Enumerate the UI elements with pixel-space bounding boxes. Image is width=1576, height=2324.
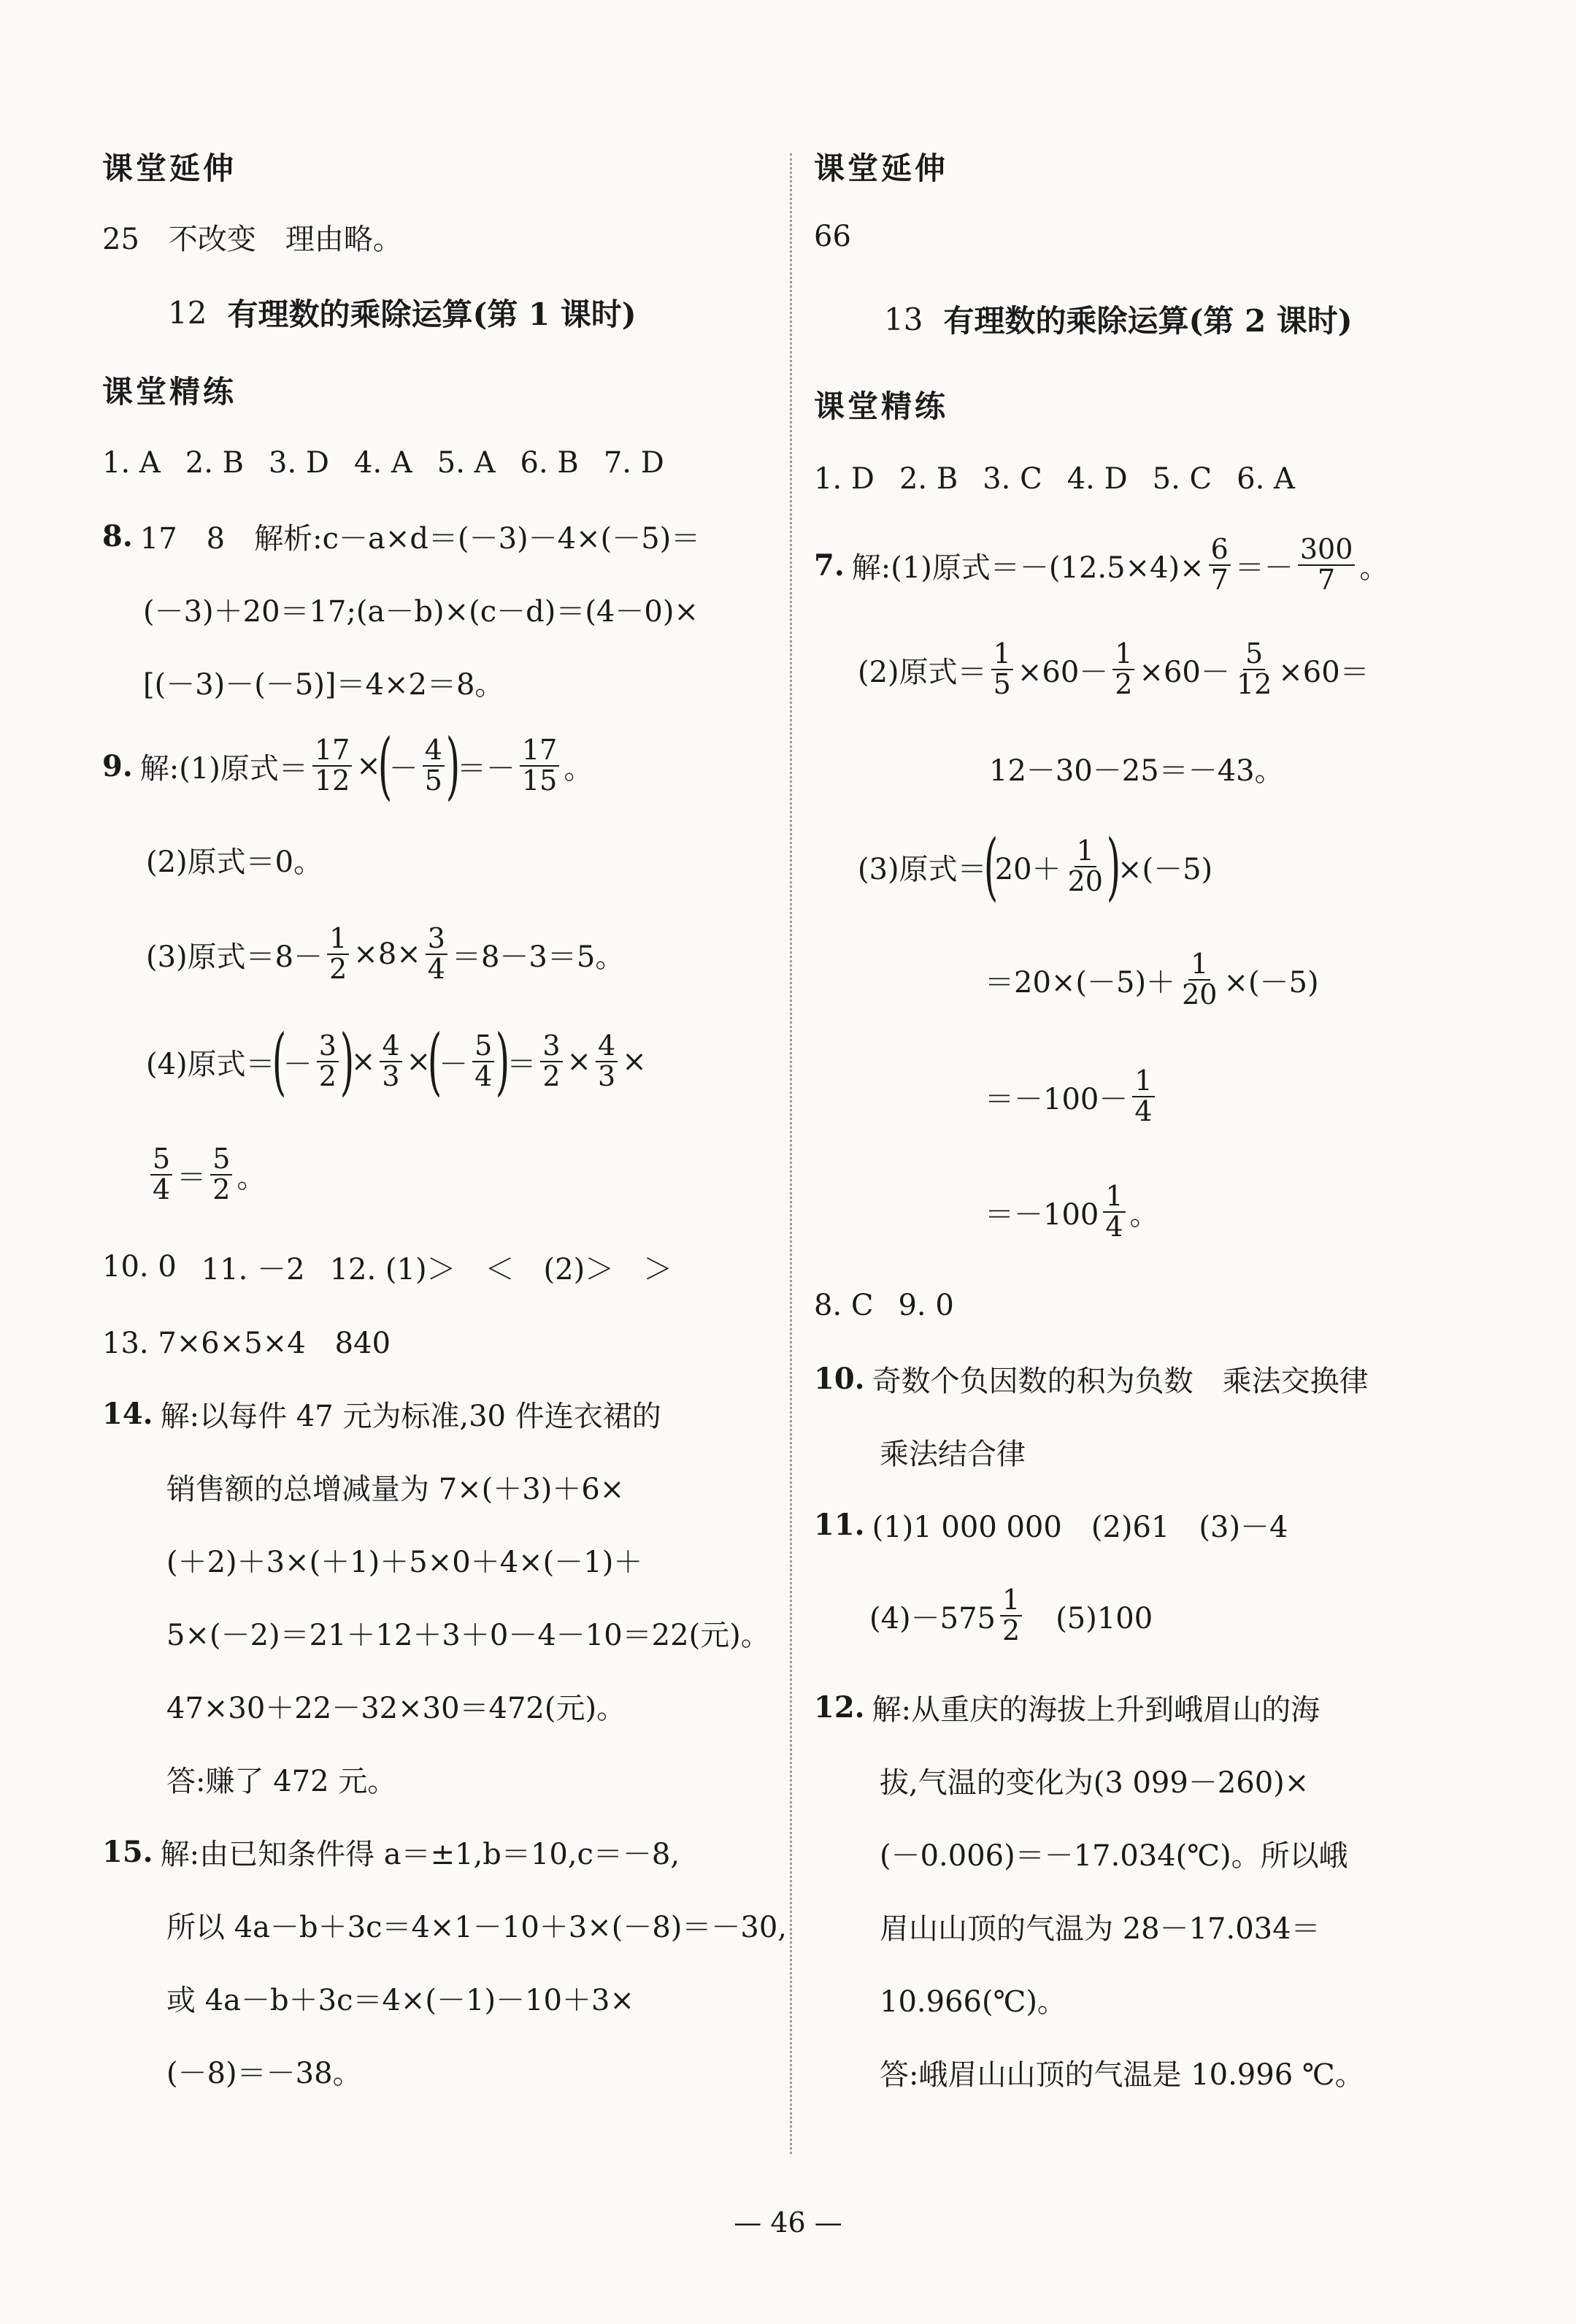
fraction [150, 1145, 172, 1205]
answer-item: 9. 0 [898, 1289, 954, 1322]
numerator: 5 [1243, 640, 1265, 670]
denominator: 12 [1236, 668, 1272, 700]
numerator: 1 [1188, 950, 1210, 981]
q13-answer: 13. 7×6×5×4 840 [102, 1326, 391, 1360]
denominator: 15 [522, 764, 558, 797]
q7-part2 [814, 615, 1493, 724]
expr-text: ×(－5) [1117, 852, 1213, 886]
numerator: 17 [312, 736, 352, 767]
q8-line2: (－3)＋20＝17;(a－b)×(c－d)＝(4－0)× [143, 594, 699, 629]
numerator: 1 [327, 924, 349, 955]
expr-text: ＝ [507, 1047, 537, 1081]
denominator: 4 [1134, 1095, 1153, 1127]
denominator: 4 [153, 1173, 171, 1205]
denominator: 4 [427, 953, 445, 985]
q8-line3: [(－3)－(－5)]＝4×2＝8。 [143, 667, 504, 702]
fraction [317, 1029, 339, 1092]
denominator: 12 [314, 764, 350, 797]
answer-item: 11. －2 [201, 1252, 305, 1286]
denominator: 5 [424, 764, 442, 797]
fraction [1132, 1067, 1154, 1127]
numerator: 5 [210, 1145, 232, 1176]
expr-text: × [350, 1045, 376, 1078]
denominator: 2 [318, 1060, 337, 1092]
expr-text: (5)100 [1026, 1601, 1153, 1635]
q7-part2-cont: 12－30－25＝－43。 [989, 753, 1284, 788]
answer-item: 1. D [814, 462, 875, 496]
q10-line2: 乘法结合律 [880, 1437, 1026, 1471]
q10-12-answers [102, 1230, 763, 1304]
q9-part3 [102, 905, 763, 1003]
answer-item: 6. A [1237, 462, 1295, 496]
fraction [991, 637, 1013, 700]
q7-part3 [814, 812, 1493, 921]
question-number: 10. [814, 1361, 865, 1396]
fraction [520, 736, 559, 796]
q7-part1 [814, 515, 1493, 615]
fraction [472, 1029, 494, 1092]
answer-item: 12. (1)＞ ＜ (2)＞ ＞ [329, 1252, 673, 1286]
expr-text: (4)－575 [869, 1601, 996, 1635]
q11-line1 [814, 1488, 1493, 1561]
fraction [423, 736, 445, 796]
numerator: 5 [472, 1032, 494, 1062]
numerator: 300 [1298, 535, 1356, 566]
fraction [312, 736, 352, 796]
expr-text: (2)原式＝ [858, 655, 987, 689]
paren: ) [1106, 824, 1121, 909]
expr-text: × [622, 1045, 647, 1078]
paren: ) [339, 1019, 355, 1104]
expr-text: － [282, 1047, 312, 1081]
expr-text: ＝8－3＝5。 [451, 940, 625, 974]
expr-text: ×60－ [1139, 655, 1230, 689]
expr-text: 。 [564, 751, 593, 786]
q15-line3: 或 4a－b＋3c＝4×(－1)－10＋3× [166, 1983, 634, 2017]
answer-item: 3. D [269, 446, 329, 480]
expr-text: 20＋ [994, 852, 1061, 886]
denominator: 7 [1318, 564, 1336, 596]
fraction [1180, 950, 1219, 1010]
q11-line2 [814, 1561, 1493, 1671]
denominator: 2 [1002, 1614, 1020, 1646]
q15-line2: 所以 4a－b＋3c＝4×1－10＋3×(－8)＝－30, [166, 1910, 788, 1944]
numerator: 1 [1075, 837, 1096, 867]
fraction [596, 1029, 618, 1092]
q9-part2: (2)原式＝0。 [146, 845, 323, 879]
expr-text: 。 [1129, 1197, 1159, 1232]
q9-part4-cont [102, 1120, 763, 1230]
mc-answers [814, 442, 1493, 515]
expr-text: ×60－ [1017, 655, 1109, 689]
lesson-title-text: 有理数的乘除运算(第 2 课时) [943, 303, 1353, 339]
expr-text: (3)原式＝8－ [146, 940, 323, 974]
answer-item: 5. A [437, 446, 496, 480]
answer-item: 5. C [1152, 462, 1212, 496]
question-number: 7. [814, 548, 845, 583]
question-number: 9. [102, 748, 133, 783]
fraction [1298, 535, 1356, 595]
mc-answers [102, 426, 763, 499]
answer-item: 7. D [603, 446, 664, 480]
fraction [1066, 837, 1105, 897]
lesson-number: 12 [168, 294, 207, 331]
expr-text: 解:(1)原式＝－(12.5×4)× [851, 551, 1204, 585]
lesson-title-text: 有理数的乘除运算(第 1 课时) [227, 296, 637, 332]
q11-text: (1)1 000 000 (2)61 (3)－4 [872, 1510, 1288, 1544]
question-number: 14. [102, 1396, 153, 1431]
page-number: — 46 — [734, 2206, 842, 2239]
expr-text: × [406, 1045, 431, 1078]
fraction [540, 1029, 562, 1092]
q7-part3-step3 [814, 1038, 1493, 1155]
expr-text: ＝－100 [985, 1197, 1099, 1232]
fraction [1112, 637, 1134, 700]
expr-text: ＝－100－ [985, 1082, 1129, 1116]
denominator: 20 [1182, 978, 1218, 1010]
q14-line4: 5×(－2)＝21＋12＋3＋0－4－10＝22(元)。 [166, 1618, 770, 1652]
fraction [380, 1029, 401, 1092]
column-divider [790, 153, 792, 2154]
q12-line2: 拔,气温的变化为(3 099－260)× [880, 1765, 1310, 1800]
q14-line6: 答:赚了 472 元。 [166, 1764, 397, 1798]
question-number: 11. [814, 1507, 865, 1542]
expr-text: 解:(1)原式＝ [139, 751, 308, 786]
expr-text: － [388, 751, 418, 786]
q12-line6: 答:峨眉山山顶的气温是 10.996 ℃。 [880, 2058, 1364, 2092]
q14-text: 解:以每件 47 元为标准,30 件连衣裙的 [160, 1399, 661, 1433]
denominator: 2 [329, 953, 347, 985]
answer-item: 10. 0 [102, 1250, 177, 1284]
left-column [102, 131, 788, 2107]
numerator: 1 [1000, 1586, 1022, 1617]
expr-text: ＝－ [1234, 551, 1294, 585]
expr-text: ×60＝ [1278, 655, 1369, 689]
q15-line4: (－8)＝－38。 [166, 2056, 362, 2090]
denominator: 3 [598, 1060, 616, 1092]
expr-text: ×8× [353, 937, 421, 971]
expr-text: 。 [237, 1160, 266, 1194]
fraction [426, 924, 447, 984]
answer-item: 4. A [354, 446, 412, 480]
q12-line3: (－0.006)＝－17.034(℃)。所以峨 [880, 1838, 1348, 1873]
section-heading-extension: 课堂延伸 [814, 150, 949, 186]
numerator: 1 [1132, 1067, 1154, 1097]
answer-item: 8. C [814, 1289, 874, 1322]
q12-line5: 10.966(℃)。 [880, 1984, 1066, 2019]
numerator: 5 [150, 1145, 172, 1176]
lesson-title [102, 272, 763, 353]
numerator: 1 [991, 640, 1013, 670]
denominator: 7 [1210, 564, 1229, 596]
denominator: 2 [1115, 668, 1133, 700]
q14-line2: 销售额的总增减量为 7×(＋3)＋6× [166, 1472, 625, 1506]
expr-text: ＝20×(－5)＋ [985, 965, 1176, 1000]
answer-item: 2. B [185, 446, 245, 480]
question-number: 12. [814, 1690, 865, 1725]
q8-line1 [102, 499, 763, 572]
paren: ( [272, 1019, 286, 1104]
section-heading-extension: 课堂延伸 [102, 150, 237, 186]
denominator: 2 [212, 1173, 231, 1205]
q15-line1 [102, 1815, 763, 1888]
fraction [1209, 535, 1231, 595]
answer-item: 6. B [520, 446, 579, 480]
paren: ) [445, 723, 461, 808]
numerator: 4 [423, 736, 445, 767]
q7-part3-step2 [814, 921, 1493, 1038]
section-heading-practice: 课堂精练 [814, 388, 949, 424]
answer-item: 3. C [983, 462, 1042, 496]
q7-part3-step4 [814, 1155, 1493, 1269]
paren: ) [496, 1019, 510, 1104]
lesson-title [814, 272, 1493, 367]
expr-text: (3)原式＝ [858, 852, 987, 886]
fraction [1000, 1586, 1022, 1646]
fraction [1234, 637, 1274, 700]
paren: ( [427, 1019, 442, 1104]
expr-text: × [566, 1045, 592, 1078]
numerator: 3 [426, 924, 447, 955]
numerator: 3 [540, 1032, 562, 1062]
q12-line4: 眉山山顶的气温为 28－17.034＝ [880, 1911, 1321, 1946]
q9-part1 [102, 718, 763, 813]
numerator: 4 [596, 1032, 618, 1062]
numerator: 4 [380, 1032, 401, 1062]
expr-text: (4)原式＝ [146, 1047, 275, 1081]
section-heading-practice: 课堂精练 [102, 374, 237, 410]
expr-text: × [356, 749, 381, 783]
fraction [1103, 1182, 1125, 1242]
paren: ( [377, 723, 393, 808]
q12-line1 [814, 1671, 1493, 1744]
fraction [210, 1145, 232, 1205]
extension-answer: 25 不改变 理由略。 [102, 222, 402, 256]
extension-answer: 66 [814, 220, 851, 253]
q14-line3: (＋2)＋3×(＋1)＋5×0＋4×(－1)＋ [166, 1545, 643, 1579]
q9-part4 [102, 1003, 763, 1120]
denominator: 20 [1067, 865, 1103, 897]
lesson-number: 13 [884, 301, 923, 337]
answer-item: 2. B [899, 462, 958, 496]
fraction [327, 924, 349, 984]
right-column [814, 131, 1493, 2109]
denominator: 5 [993, 668, 1011, 700]
denominator: 3 [382, 1060, 400, 1092]
expr-text: ＝－ [457, 751, 515, 786]
denominator: 4 [1105, 1211, 1123, 1243]
expr-text: － [439, 1047, 469, 1081]
q8-text: 17 8 解析:c－a×d＝(－3)－4×(－5)＝ [139, 521, 701, 556]
denominator: 4 [474, 1060, 493, 1092]
q14-line5: 47×30＋22－32×30＝472(元)。 [166, 1691, 626, 1725]
answer-item: 1. A [102, 446, 161, 480]
q14-line1 [102, 1377, 763, 1450]
denominator: 2 [542, 1060, 561, 1092]
q8-9-answers [814, 1269, 1493, 1342]
question-number: 15. [102, 1834, 153, 1869]
numerator: 1 [1103, 1182, 1125, 1213]
numerator: 17 [520, 736, 559, 767]
q10-text: 奇数个负因数的积为负数 乘法交换律 [872, 1364, 1369, 1398]
expr-text: ×(－5) [1223, 965, 1319, 1000]
q10-line1 [814, 1342, 1493, 1415]
numerator: 6 [1209, 535, 1231, 566]
answer-item: 4. D [1066, 462, 1128, 496]
expr-text: ＝ [177, 1160, 207, 1194]
q12-text: 解:从重庆的海拔上升到峨眉山的海 [872, 1692, 1321, 1727]
paren: ( [983, 824, 998, 909]
expr-text: 。 [1359, 551, 1389, 585]
numerator: 3 [317, 1032, 339, 1062]
question-number: 8. [102, 518, 133, 553]
numerator: 1 [1112, 640, 1134, 670]
q15-text: 解:由已知条件得 a＝±1,b＝10,c＝－8, [160, 1837, 680, 1871]
